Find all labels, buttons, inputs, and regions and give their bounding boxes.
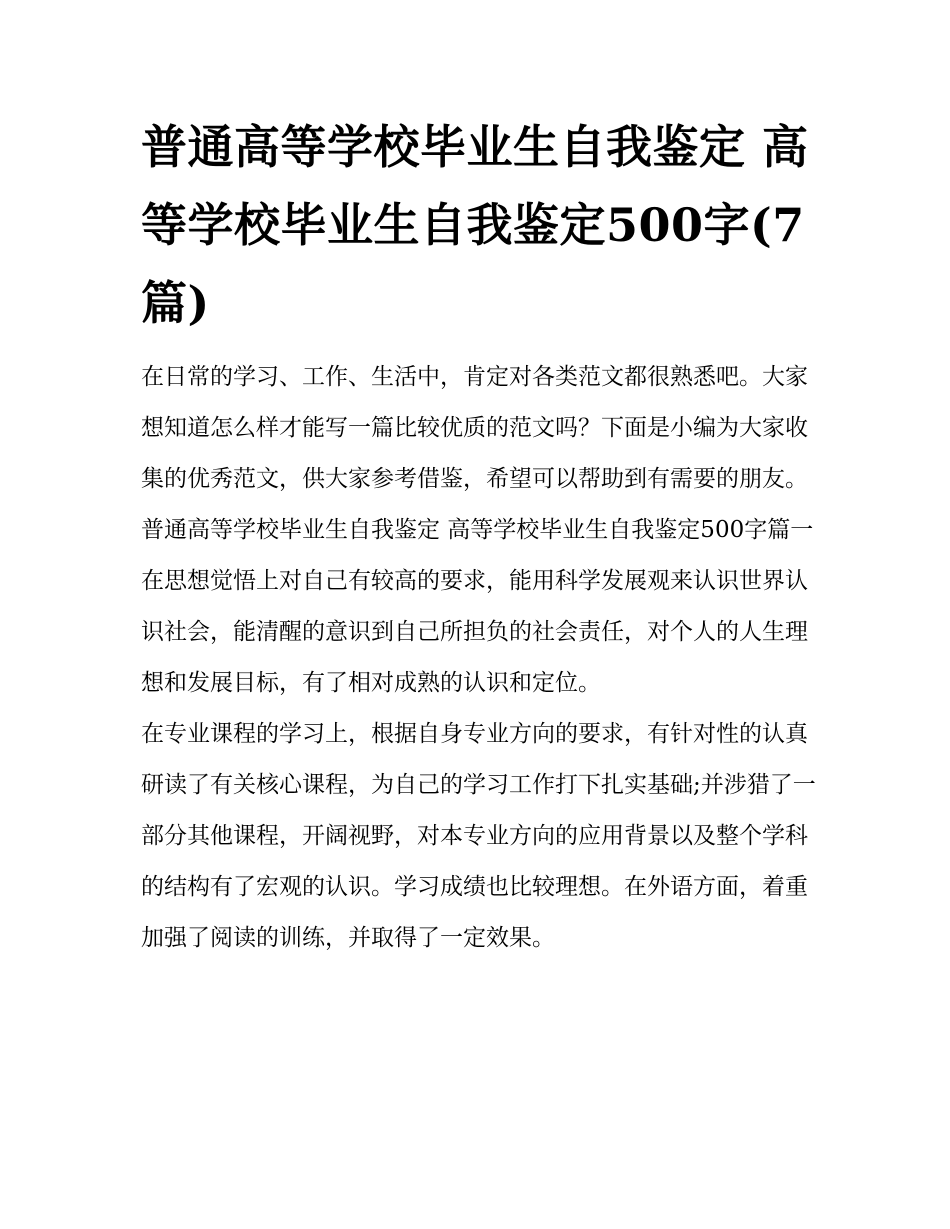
document-title: 普通高等学校毕业生自我鉴定 高等学校毕业生自我鉴定500字(7篇): [141, 120, 809, 330]
body-paragraph-study: 在专业课程的学习上，根据自身专业方向的要求，有针对性的认真研读了有关核心课程，为自己的学习工作打下扎实基础;并涉猎了一部分其他课程，开阔视野，对本专业方向的应用背景以及整个学科的结构有了宏观的认识。学习成绩也比较理想。在外语方面，着重加强了阅读的训练，并取得了一定效果。: [141, 721, 816, 951]
body-paragraph-thought: 在思想觉悟上对自己有较高的要求，能用科学发展观来认识世界认识社会，能清醒的意识到自己所担负的社会责任，对个人的人生理想和发展目标，有了相对成熟的认识和定位。: [141, 568, 808, 696]
document-body: [141, 352, 821, 964]
intro-paragraph: 在日常的学习、工作、生活中，肯定对各类范文都很熟悉吧。大家想知道怎么样才能写一篇比较优质的范文吗？下面是小编为大家收集的优秀范文，供大家参考借鉴，希望可以帮助到有需要的朋友。: [141, 364, 808, 492]
section-heading: 普通高等学校毕业生自我鉴定 高等学校毕业生自我鉴定500字篇一: [141, 517, 814, 543]
